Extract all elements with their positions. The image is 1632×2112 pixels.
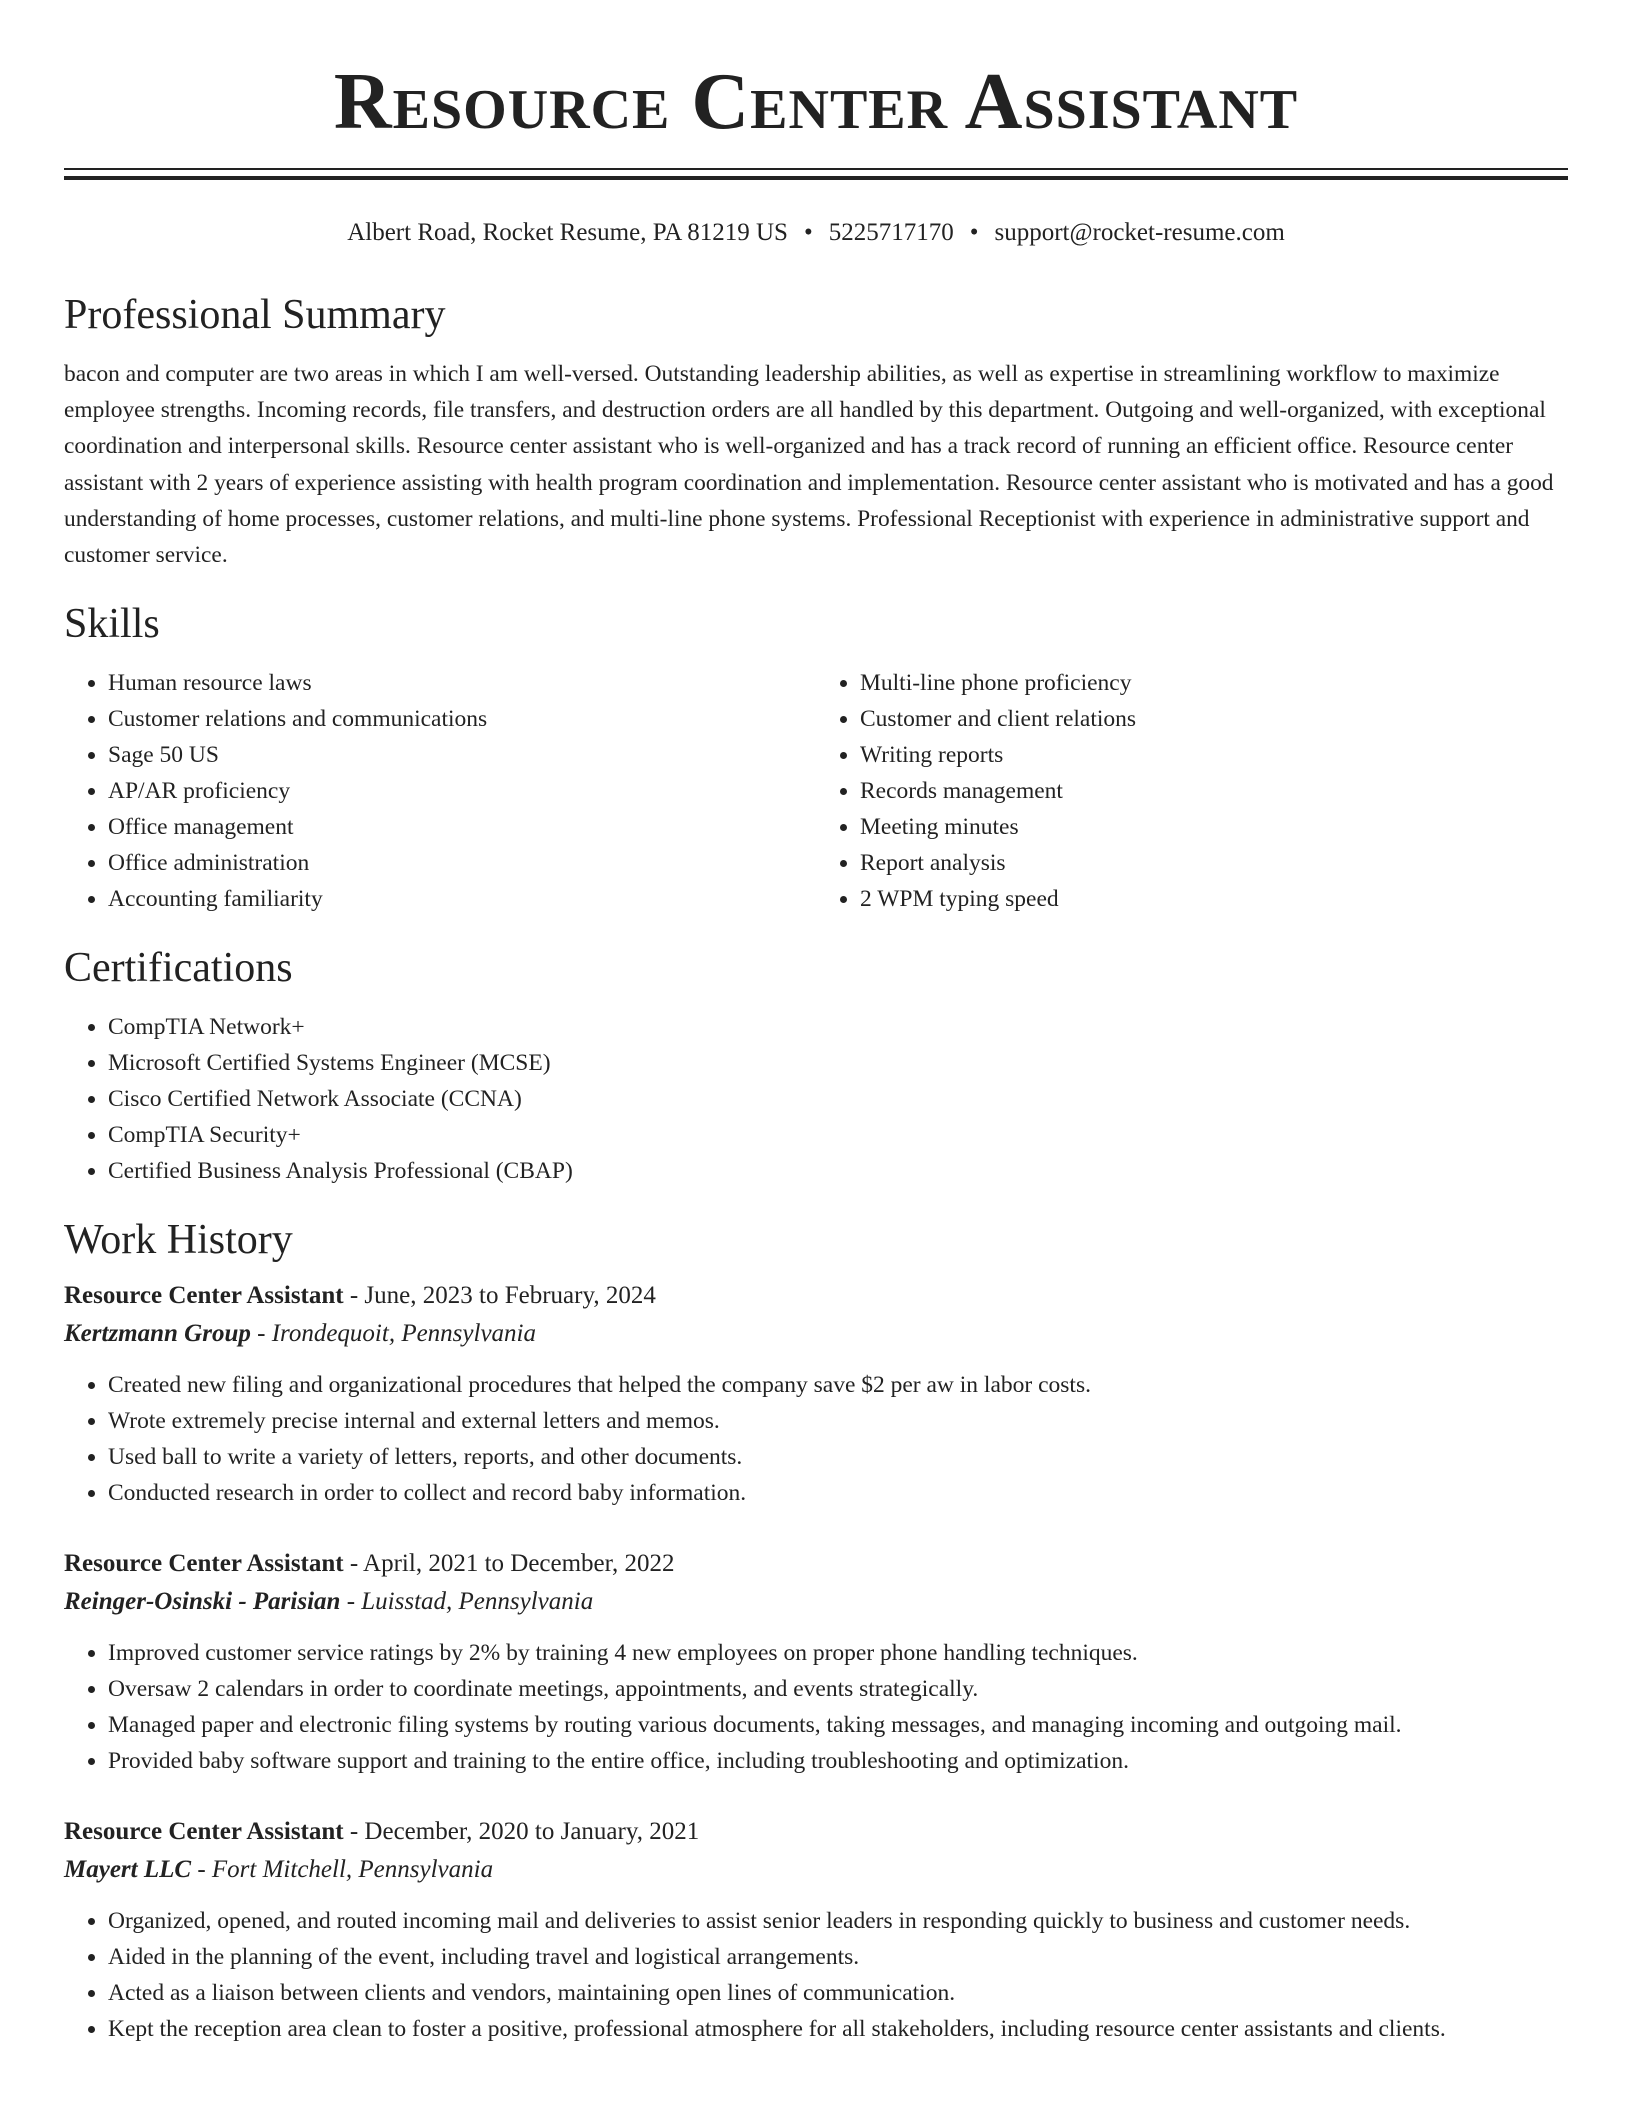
contact-line — [64, 216, 1568, 250]
contact-phone: 5225717170 — [828, 219, 954, 246]
skill-item: • Human resource laws — [108, 665, 816, 701]
job-entry — [64, 1815, 1568, 2047]
job-company-line — [64, 1853, 1568, 1887]
summary-text: bacon and computer are two areas in which I am well-versed. Outstanding leadership abilities, as well as expertise in streamlining workflow to maximize employee strengths. Incoming records, file transfers, and destruction orders are all handled by this department. Outgoing and well-organized, with exceptional coordination and interpersonal skills. Resource center assistant who is well-organized and has a track record of running an efficient office. Resource center assistant with 2 years of experience assisting with health program coordination and implementation. Resource center assistant who is motivated and has a good understanding of home processes, customer relations, and multi-line phone systems. Professional Receptionist with experience in administrative support and customer service. — [64, 361, 1554, 569]
certification-item: • CompTIA Network+ — [108, 1009, 1568, 1045]
job-bullet: • Conducted research in order to collect and record baby information. — [108, 1475, 1568, 1511]
job-bullet: • Provided baby software support and training to the entire office, including troubleshooting and optimization. — [108, 1743, 1568, 1779]
job-bullet: • Wrote extremely precise internal and external letters and memos. — [108, 1403, 1568, 1439]
skill-item: • AP/AR proficiency — [108, 773, 816, 809]
work-history-heading: Work History — [64, 1217, 293, 1264]
job-bullet: • Kept the reception area clean to foster a positive, professional atmosphere for all stakeholders, including resource center assistants and clients. — [108, 2011, 1568, 2047]
job-entry — [64, 1279, 1568, 1511]
skill-item: • Meeting minutes — [860, 809, 1568, 845]
skill-item: • Customer relations and communications — [108, 701, 816, 737]
job-company: Kertzmann Group — [64, 1320, 251, 1348]
skill-item: • Sage 50 US — [108, 737, 816, 773]
job-bullet: • Improved customer service ratings by 2% by training 4 new employees on proper phone handling techniques. — [108, 1635, 1568, 1671]
job-bullet: • Created new filing and organizational procedures that helped the company save $2 per aw in labor costs. — [108, 1367, 1568, 1403]
job-bullets — [64, 1367, 1568, 1511]
job-bullet: • Acted as a liaison between clients and vendors, maintaining open lines of communication. — [108, 1975, 1568, 2011]
job-company: Reinger-Osinski - Parisian — [64, 1588, 341, 1616]
skills-list-left — [64, 665, 816, 917]
skill-item: • Office management — [108, 809, 816, 845]
skills-list-right — [816, 665, 1568, 917]
skill-item: • Accounting familiarity — [108, 881, 816, 917]
skill-item: • Records management — [860, 773, 1568, 809]
job-bullet: • Organized, opened, and routed incoming mail and deliveries to assist senior leaders in responding quickly to business and customer needs. — [108, 1903, 1568, 1939]
skills-heading: Skills — [64, 601, 160, 648]
job-title: Resource Center Assistant — [64, 1550, 344, 1578]
skill-item: • Customer and client relations — [860, 701, 1568, 737]
job-title: Resource Center Assistant — [64, 1818, 344, 1846]
skill-item: • Office administration — [108, 845, 816, 881]
resume-name: Resource Center Assistant — [333, 58, 1299, 146]
job-bullet: • Used ball to write a variety of letters, reports, and other documents. — [108, 1439, 1568, 1475]
job-bullet: • Aided in the planning of the event, including travel and logistical arrangements. — [108, 1939, 1568, 1975]
skill-item: • 2 WPM typing speed — [860, 881, 1568, 917]
job-title-line — [64, 1279, 1568, 1313]
job-dates: - June, 2023 to February, 2024 — [343, 1282, 656, 1310]
job-company: Mayert LLC — [64, 1856, 192, 1884]
certification-item: • CompTIA Security+ — [108, 1117, 1568, 1153]
certification-item: • Certified Business Analysis Professional (CBAP) — [108, 1153, 1568, 1189]
job-location: - Irondequoit, Pennsylvania — [250, 1320, 536, 1348]
job-company-line — [64, 1317, 1568, 1351]
skill-item: • Writing reports — [860, 737, 1568, 773]
certification-item: • Cisco Certified Network Associate (CCNA) — [108, 1081, 1568, 1117]
contact-email: support@rocket-resume.com — [994, 219, 1285, 246]
job-bullets — [64, 1903, 1568, 2047]
job-bullet: • Managed paper and electronic filing systems by routing various documents, taking messages, and managing incoming and outgoing mail. — [108, 1707, 1568, 1743]
skill-item: • Multi-line phone proficiency — [860, 665, 1568, 701]
job-title-line — [64, 1547, 1568, 1581]
header-divider — [64, 168, 1568, 180]
certification-item: • Microsoft Certified Systems Engineer (MCSE) — [108, 1045, 1568, 1081]
job-dates: - April, 2021 to December, 2022 — [343, 1550, 675, 1578]
job-company-line — [64, 1585, 1568, 1619]
skills-grid — [64, 665, 1568, 917]
contact-separator: • — [803, 219, 813, 246]
certifications-list — [64, 1009, 1568, 1189]
job-bullet: • Oversaw 2 calendars in order to coordinate meetings, appointments, and events strategically. — [108, 1671, 1568, 1707]
header-rule-thick — [64, 176, 1568, 180]
skill-item: • Report analysis — [860, 845, 1568, 881]
job-title-line — [64, 1815, 1568, 1849]
job-location: - Fort Mitchell, Pennsylvania — [191, 1856, 494, 1884]
certifications-heading: Certifications — [64, 945, 293, 992]
job-title: Resource Center Assistant — [64, 1282, 344, 1310]
contact-separator: • — [969, 219, 979, 246]
header-rule-thin — [64, 168, 1568, 170]
job-dates: - December, 2020 to January, 2021 — [343, 1818, 700, 1846]
job-bullets — [64, 1635, 1568, 1779]
job-location: - Luisstad, Pennsylvania — [340, 1588, 594, 1616]
job-entry — [64, 1547, 1568, 1779]
contact-address: Albert Road, Rocket Resume, PA 81219 US — [347, 219, 788, 246]
summary-heading: Professional Summary — [64, 292, 446, 338]
